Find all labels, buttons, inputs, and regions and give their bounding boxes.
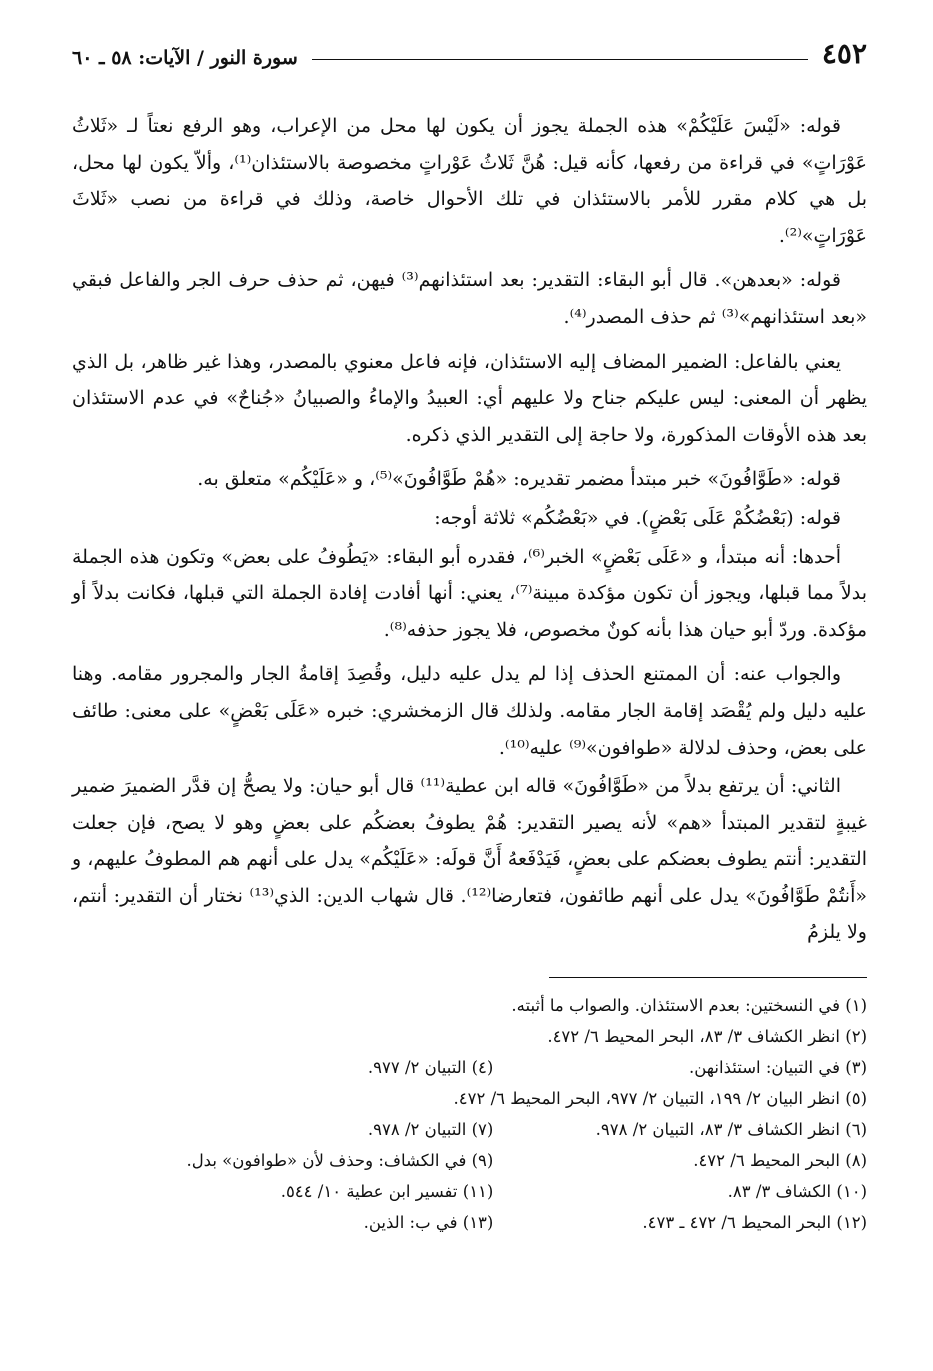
paragraph: قوله: (بَعْضُكُمْ عَلَى بَعْضٍ). في «بَعْضُكُم» ثلاثة أوجه: [434, 506, 841, 529]
paragraph: يعني بالفاعل: الضمير المضاف إليه الاستئذان، فإنه فاعل معنوي بالمصدر، وهذا غير ظاهر، بل الذي يظهر أن المعنى: ليس عليكم جناح ولا عليهم أي: العبيدُ والإماءُ والصبيانُ «جُناحٌ» في عدم الاستئذان بعد هذه الأوقات المذكورة، ولا حاجة إلى التقدير الذي ذكره. [72, 350, 867, 446]
page-header [72, 28, 867, 68]
surah-title: سورة النور / الآيات: ٥٨ ـ ٦٠ [72, 47, 298, 69]
footnote: (٥) انظر البيان ٢/ ١٩٩، التبيان ٢/ ٩٧٧، البحر المحيط ٦/ ٤٧٢. [453, 1089, 867, 1109]
page-number: ٤٥٢ [821, 37, 867, 70]
footnotes [72, 990, 867, 1238]
footnote: (١٣) في ب: الذين. [363, 1213, 494, 1233]
footnote: (١) في النسختين: بعدم الاستئذان. والصواب ما أثبته. [511, 996, 867, 1016]
footnote: (٢) انظر الكشاف ٣/ ٨٣، البحر المحيط ٦/ ٤٧٢. [547, 1027, 867, 1047]
header-rule [312, 59, 808, 60]
paragraph: قوله: «بعدهن». قال أبو البقاء: التقدير: بعد استئذانهم⁽³⁾ فيهن، ثم حذف حرف الجر والفاعل فبقي «بعد استئذانهم»⁽³⁾ ثم حذف المصدر⁽⁴⁾. [72, 269, 867, 328]
paragraph: قوله: «لَيْسَ عَلَيْكُمْ» هذه الجملة يجوز أن يكون لها محل من الإعراب، وهو الرفع نعتاً لـ «ثَلاثُ عَوْرَاتٍ» في قراءة من رفعها، كأنه قيل: هُنَّ ثَلاثُ عَوْراتٍ مخصوصة بالاستئذان⁽¹⁾، وألاّ يكون لها محل، بل هي كلام مقرر للأمر بالاستئذان في تلك الأحوال خاصة، وذلك في قراءة من نصب «ثَلاثَ عَوْرَاتٍ»⁽²⁾. [72, 115, 867, 247]
footnote: (١٠) الكشاف ٣/ ٨٣. [727, 1182, 867, 1202]
footnote: (٨) البحر المحيط ٦/ ٤٧٢. [693, 1151, 867, 1171]
footnote: (٦) انظر الكشاف ٣/ ٨٣، التبيان ٢/ ٩٧٨. [595, 1120, 867, 1140]
footnote: (٩) في الكشاف: وحذف لأن «طوافون» بدل. [186, 1151, 494, 1171]
footnote: (١١) تفسير ابن عطية ١٠/ ٥٤٤. [280, 1182, 494, 1202]
paragraph: والجواب عنه: أن الممتنع الحذف إذا لم يدل عليه دليل، وقُصِدَ إقامةُ الجار والمجرور مقامه. وهنا عليه دليل ولم يُقْصَد إقامة الجار مقامه. ولذلك قال الزمخشري: خبره «عَلَى بَعْضٍ» على معنى: طائف على بعض، وحذف لدلالة «طوافون»⁽⁹⁾ عليه⁽¹⁰⁾. [72, 663, 867, 759]
main-text [72, 108, 867, 951]
paragraph: أحدها: أنه مبتدأ، و «عَلَى بَعْضٍ» الخبر⁽⁶⁾، فقدره أبو البقاء: «يَطُوفُ على بعض» وتكون هذه الجملة بدلاً مما قبلها، ويجوز أن تكون مؤكدة مبينة⁽⁷⁾، يعني: أنها أفادت إفادة الجملة التي قبلها، فكانت بدلاً أو مؤكدة. وردّ أبو حيان هذا بأنه كونٌ مخصوص، فلا يجوز حذفه⁽⁸⁾. [72, 545, 868, 641]
footnote: (٣) في التبيان: استئذانهن. [689, 1058, 867, 1078]
paragraph: الثاني: أن يرتفع بدلاً من «طَوَّافُونَ» قاله ابن عطية⁽¹¹⁾ قال أبو حيان: ولا يصحُّ إن قدَّر الضميرَ ضمير غيبةٍ لتقدير المبتدأ «هم» لأنه يصير التقدير: هُمْ يطوفُ بعضكُم على بعضٍ وهو لا يصح، فإن جعلت التقدير: أنتم يطوف بعضكم على بعضٍ، فَيَدْفَعهُ أَنَّ قولَه: «عَلَيْكُم» يدل على أنهم هم المطوفُ عليهم، و «أَنتُمْ طَوَّافُونَ» يدل على أنهم طائفون، فتعارضا⁽¹²⁾. قال شهاب الدين: الذي⁽¹³⁾ نختار أن التقدير: أنتم، ولا يلزمُ [72, 775, 867, 944]
footnote: (١٢) البحر المحيط ٦/ ٤٧٢ ـ ٤٧٣. [642, 1213, 867, 1233]
footnote-separator [549, 977, 867, 978]
footnote: (٤) التبيان ٢/ ٩٧٧. [367, 1058, 494, 1078]
paragraph: قوله: «طَوَّافُونَ» خبر مبتدأ مضمر تقديره: «هُمْ طَوَّافُونَ»⁽⁵⁾، و «عَلَيْكُم» متعلق به. [197, 468, 841, 491]
footnote: (٧) التبيان ٢/ ٩٧٨. [367, 1120, 494, 1140]
